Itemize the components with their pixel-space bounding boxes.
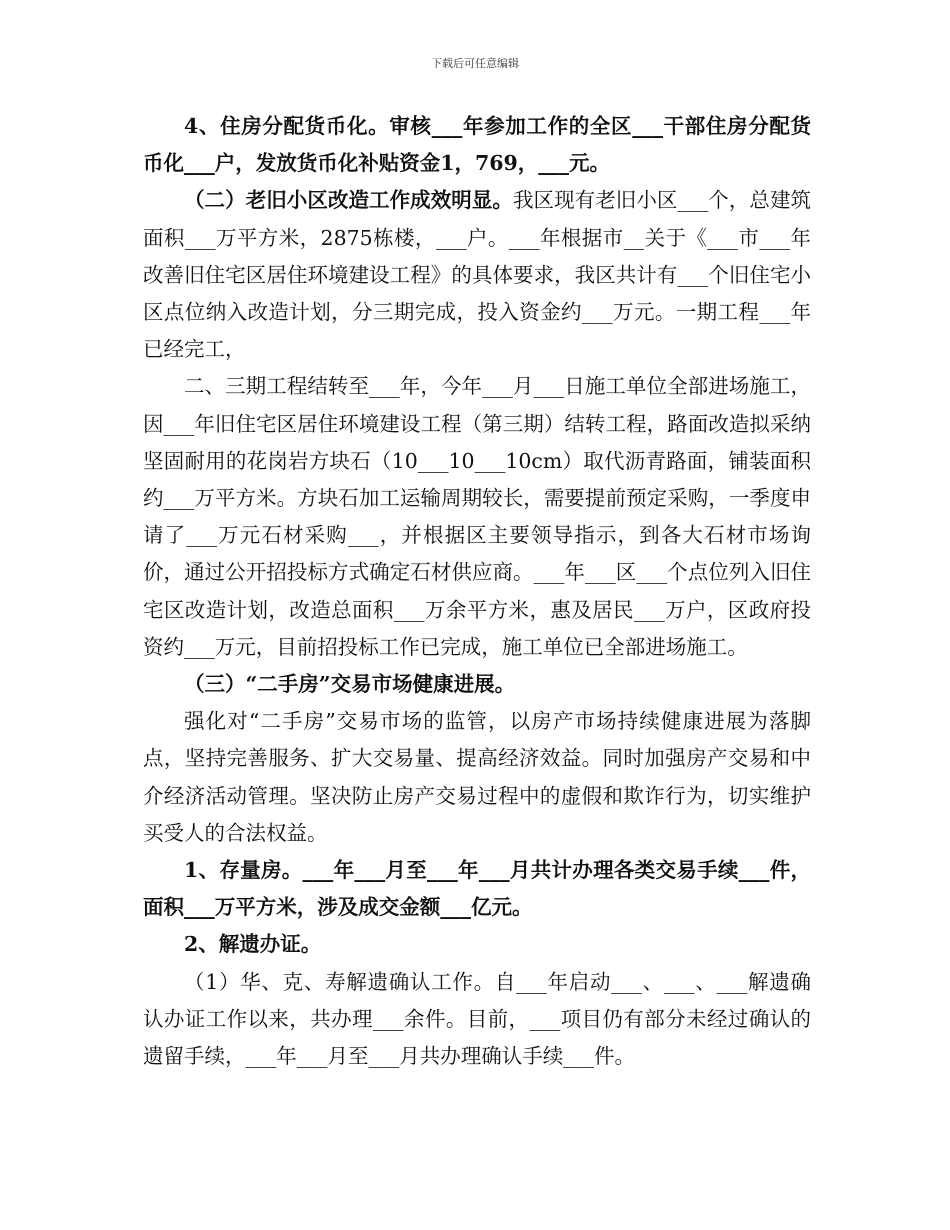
paragraph-legacy-confirmation: （1）华、克、寿解遗确认工作。自___年启动___、___、___解遗确认办证工作以来，共办理___余件。目前，___项目仍有部分未经过确认的遗留手续，___年___月至___月共办理确认手续___件。 <box>143 969 811 1069</box>
section-heading-secondhand-housing: （三）“二手房”交易市场健康进展。 <box>184 672 516 697</box>
paragraph-housing-monetization: 4、住房分配货币化。审核___年参加工作的全区___干部住房分配货币化___户，发放货币化补贴资金1，769，___元。 <box>143 114 811 176</box>
section-heading-legacy-certificates: 2、解遗办证。 <box>184 932 322 957</box>
paragraph-old-community-text: 我区现有老旧小区___个，总建筑面积___万平方米，2875栋楼，___户。___年根据市__关于《___市___年改善旧住宅区居住环境建设工程》的具体要求，我区共计有___个旧住宅小区点位纳入改造计划，分三期完成，投入资金约___万元。一期工程___年已经完工， <box>143 188 812 362</box>
paragraph-existing-housing: 1、存量房。___年___月至___年___月共计办理各类交易手续___件，面积___万平方米，涉及成交金额___亿元。 <box>143 858 811 920</box>
section-heading-old-community: （二）老旧小区改造工作成效明显。 <box>184 188 513 213</box>
paragraph-old-community-renovation <box>143 182 811 368</box>
document-body <box>143 108 811 1075</box>
paragraph-market-supervision: 强化对“二手房”交易市场的监管，以房产市场持续健康进展为落脚点，坚持完善服务、扩大交易量、提高经济效益。同时加强房产交易和中介经济活动管理。坚决防止房产交易过程中的虚假和欺诈行为，切实维护买受人的合法权益。 <box>143 709 811 845</box>
page-header: 下载后可任意编辑 <box>431 57 519 70</box>
paragraph-phase-two-three: 二、三期工程结转至___年，今年___月___日施工单位全部进场施工，因___年旧住宅区居住环境建设工程（第三期）结转工程，路面改造拟采纳坚固耐用的花岗岩方块石（10___10___10cm）取代沥青路面，铺装面积约___万平方米。方块石加工运输周期较长，需要提前预定采购，一季度申请了___万元石材采购___，并根据区主要领导指示，到各大石材市场询价，通过公开招投标方式确定石材供应商。___年___区___个点位列入旧住宅区改造计划，改造总面积___万余平方米，惠及居民___万户，区政府投资约___万元，目前招投标工作已完成，施工单位已全部进场施工。 <box>143 374 811 659</box>
